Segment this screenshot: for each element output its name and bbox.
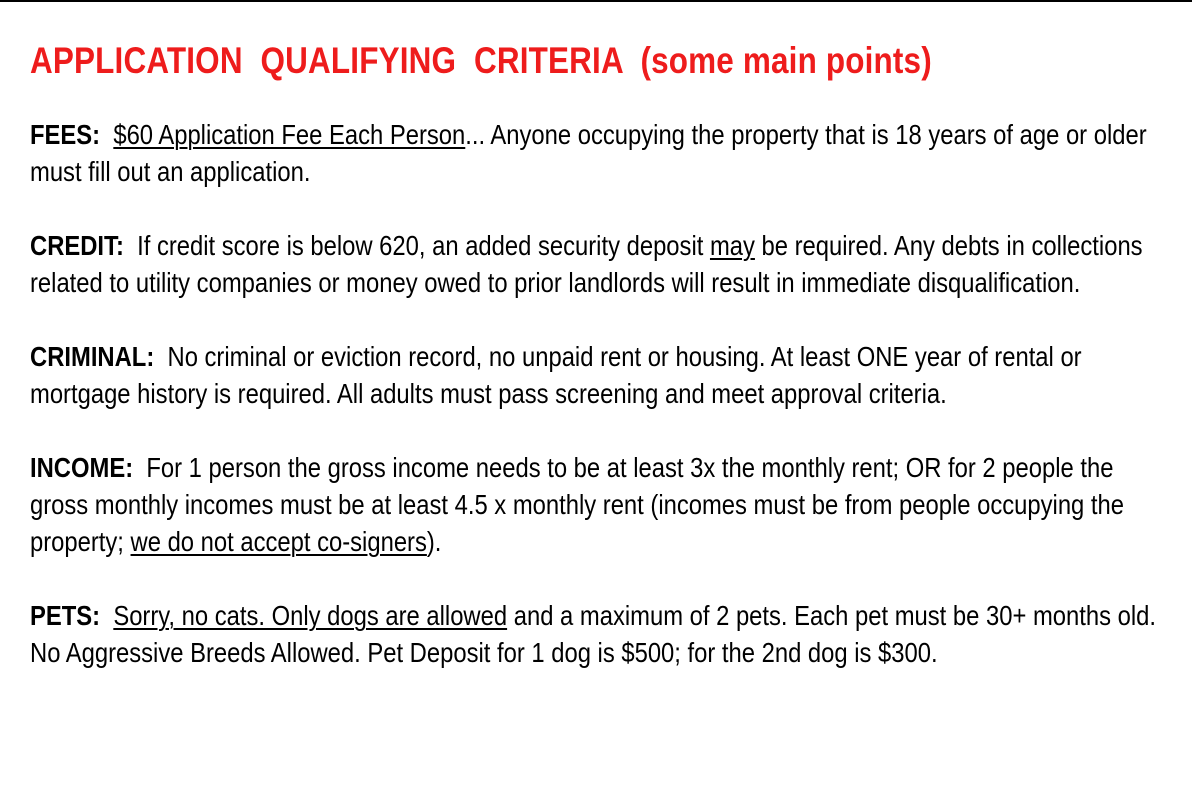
pets-underlined-text: Sorry, no cats. Only dogs are allowed: [113, 600, 508, 631]
credit-underlined-text: may: [709, 230, 755, 261]
income-section: [30, 449, 1173, 560]
fees-text: ... Anyone occupying the property that is 18 years of age or older must fill out an application.: [30, 119, 1147, 187]
pets-text: and a maximum of 2 pets. Each pet must be 30+ months old. No Aggressive Breeds Allowed. Pet Deposit for 1 dog is $500; for the 2nd dog is $300.: [30, 600, 1157, 668]
criminal-label: CRIMINAL:: [30, 341, 155, 372]
credit-text-part2: be required. Any debts in collections related to utility companies or money owed to prior landlords will result in immediate disqualification.: [30, 230, 1143, 298]
pets-section: [30, 597, 1173, 671]
income-underlined-text: we do not accept co-signers: [130, 526, 427, 557]
pets-label: PETS:: [30, 600, 101, 631]
credit-section: [30, 227, 1173, 301]
top-border-line: [0, 0, 1192, 2]
fees-section: [30, 116, 1173, 190]
credit-text-part1: If credit score is below 620, an added security deposit: [137, 230, 710, 261]
fees-label: FEES:: [30, 119, 101, 150]
credit-label: CREDIT:: [30, 230, 124, 261]
income-text-part2: ).: [426, 526, 442, 557]
criminal-section: [30, 338, 1173, 412]
income-label: INCOME:: [30, 452, 134, 483]
criminal-text: No criminal or eviction record, no unpaid rent or housing. At least ONE year of rental or mortgage history is required. All adults must pass screening and meet approval criteria.: [30, 341, 1082, 409]
criteria-document: [30, 36, 1170, 671]
income-text-part1: For 1 person the gross income needs to be at least 3x the monthly rent; OR for 2 people the gross monthly incomes must be at least 4.5 x monthly rent (incomes must be from people occupying the property;: [30, 452, 1124, 557]
page-title: APPLICATION QUALIFYING CRITERIA (some main points): [30, 40, 932, 81]
fees-underlined-text: $60 Application Fee Each Person: [113, 119, 466, 150]
